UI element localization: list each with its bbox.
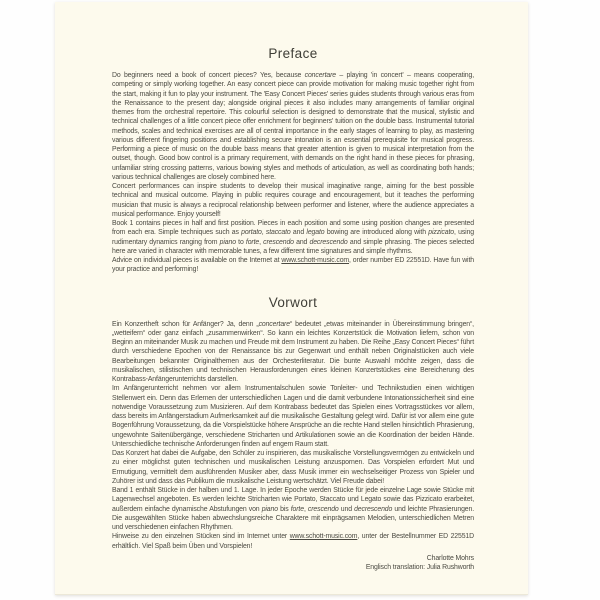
signature-author: Charlotte Mohrs: [426, 554, 474, 562]
signature-translation-credit: Englisch translation: Julia Rushworth: [365, 564, 474, 571]
vorwort-paragraph: Das Konzert hat dabei die Aufgabe, den Schüler zu inspirieren, das musikalische Vorstellungsvermögen zu entwickeln und zu einer möglichst guten technischen und musikalischen Leistung anzuspornen. Das Vorspielen erfordert Mut und Ermutigung, vermittelt dem ausführenden Musiker aber, dass Musik immer ein wechselseitiger Prozess von Spieler und Zuhörer ist und dass das Publikum die musikalische Leistung wertschätzt. Viel Freude dabei!: [112, 450, 474, 485]
book-page: [55, 2, 528, 595]
vorwort-text-block: [112, 320, 474, 551]
preface-text-block: [112, 71, 474, 275]
vorwort-heading: Vorwort: [268, 294, 318, 310]
preface-paragraph: Concert performances can inspire students to develop their musical imaginative range, aiming for the best possible technical and musical outcome. Playing in public requires courage and encouragement, but it teaches the performing musician that music is always a reciprocal relationship between performer and listener, where the audience appreciates a musical performance. Enjoy yourself!: [112, 183, 474, 218]
preface-heading: Preface: [268, 46, 318, 61]
page-content: [55, 2, 528, 572]
preface-paragraph: Advice on individual pieces is available on the Internet at www.schott-music.com, order number ED 22551D. Have fun with your practice and performing!: [112, 257, 474, 274]
preface-paragraph: Do beginners need a book of concert pieces? Yes, because concertare – playing 'in concert' – means cooperating, competing or simply working together. An easy concert piece can provide motivation for making music together right from the start, making it fun to play your instrument. The 'Easy Concert Pieces' series guides students through various eras from the Renaissance to the present day; alongside original pieces it also includes many arrangements of familiar original themes from the orchestral repertoire. This colourful selection is designed to demonstrate that the musical, stylistic and technical challenges of a little concert piece offer enrichment for beginners' tuition on the double bass. Instrumental tutorial methods, scales and technical exercises are all of central importance in the early stages of learning to play, as mastering various different fingering positions and establishing secure intonation is an essential prerequisite for musical progress. Performing a piece of music on the double bass means that greater attention is given to musical interpretation from the outset, though. Good bow control is a primary requirement, with demands on the right hand in these pieces for phrasing, unfamiliar string crossing patterns, various bowing styles and methods of articulation, as well as coordinating both hands; various technical challenges are closely combined here.: [112, 72, 475, 181]
preface-paragraph: Book 1 contains pieces in half and first position. Pieces in each position and some using position changes are presented from each era. Simple techniques such as portato, staccato and legato bowing are introduced along with pizzicato, using rudimentary dynamics ranging from piano to forte, crescendo and decrescendo and simple phrasing. The pieces selected here are varied in character with memorable tunes, a few different time signatures and simple rhythms.: [112, 220, 474, 255]
vorwort-paragraph: Hinweise zu den einzelnen Stücken sind im Internet unter www.schott-music.com, unter der Bestellnummer ED 22551D erhältlich. Viel Spaß beim Üben und Vorspielen!: [112, 533, 474, 550]
signature-block: [112, 554, 474, 573]
vorwort-paragraph: Ein Konzertheft schon für Anfänger? Ja, denn „concertare“ bedeutet „etwas miteinander in Übereinstimmung bringen“, „wetteifern“ oder ganz einfach „zusammenwirken“. So kann ein leichtes Konzertstück die Motivation liefern, schon von Beginn an miteinander Musik zu machen und Freude mit dem Instrument zu haben. Die Reihe „Easy Concert Pieces“ führt durch verschiedene Epochen von der Renaissance bis zur Gegenwart und enthält neben Originalstücken auch viele Bearbeitungen bekannter Originalthemen aus der Orchesterliteratur. Die bunte Auswahl möchte zeigen, dass die musikalischen, stilistischen und technischen Herausforderungen eines kleinen Konzertstückes eine Bereicherung des Kontrabass-Anfängerunterrichts darstellen.: [112, 320, 474, 383]
vorwort-paragraph: Im Anfängerunterricht nehmen vor allem Instrumentalschulen sowie Tonleiter- und Technikstudien einen wichtigen Stellenwert ein. Denn das Erlernen der unterschiedlichen Lagen und die damit verbundene Intonationssicherheit sind eine notwendige Voraussetzung zum Musizieren. Auf dem Kontrabass bedeutet das Spielen eines Vortragsstückes vor allem, dass bereits im Anfängerstadium Aufmerksamkeit auf die musikalische Gestaltung gelegt wird. Dafür ist vor allem eine gute Bogenführung Voraussetzung, da die Vorspielstücke höhere Ansprüche an die rechte Hand stellen hinsichtlich Phrasierung, ungewohnte Saitenübergänge, verschiedene Stricharten und Artikulationen sowie an die Koordination der beiden Hände. Unterschiedliche technische Anforderungen finden auf engem Raum statt.: [112, 385, 474, 448]
vorwort-paragraph: Band 1 enthält Stücke in der halben und 1. Lage. In jeder Epoche werden Stücke für jede einzelne Lage sowie Stücke mit Lagenwechsel angeboten. Es werden leichte Stricharten wie Portato, Staccato und Legato sowie das Pizzicato erarbeitet, außerdem einfache dynamische Abstufungen von piano bis forte, crescendo und decrescendo und leichte Phrasierungen. Die ausgewählten Stücke haben abwechslungsreiche Charaktere mit einprägsamen Melodien, unterschiedlichen Metren und verschiedenen einfachen Rhythmen.: [112, 487, 474, 531]
